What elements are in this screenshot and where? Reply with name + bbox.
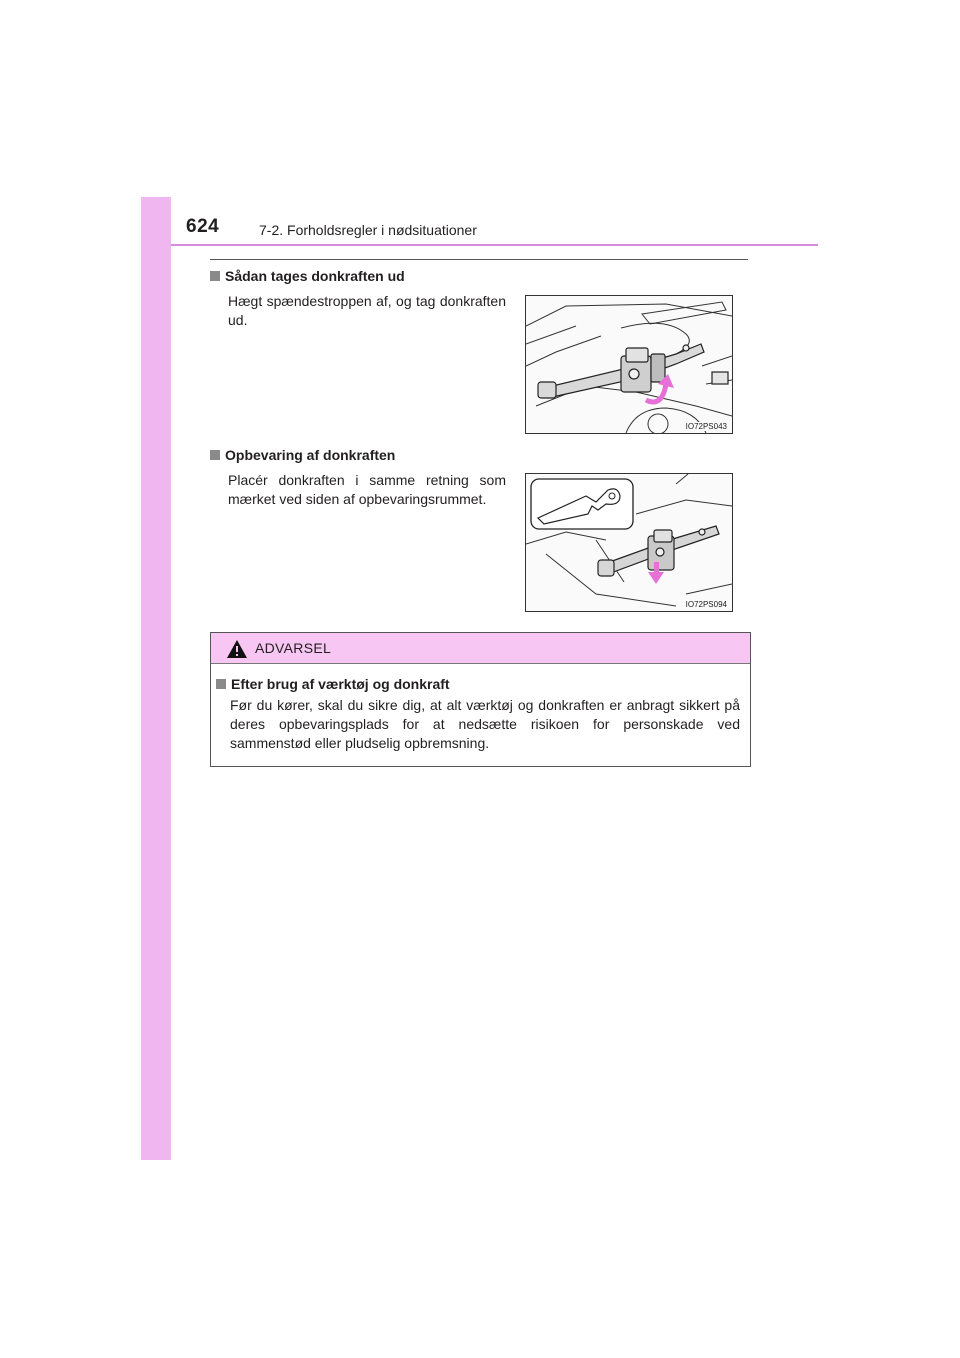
warning-label: ADVARSEL (255, 640, 332, 656)
subheading-text: Sådan tages donkraften ud (225, 268, 405, 284)
square-bullet-icon (210, 271, 220, 281)
paragraph-remove-jack: Hægt spændestroppen af, og tag donkraften ud. (228, 293, 506, 328)
square-bullet-icon (210, 450, 220, 460)
page-number: 624 (186, 216, 220, 237)
section-title: 7-2. Forholdsregler i nødsituationer (259, 222, 477, 238)
subheading-remove-jack (210, 268, 405, 284)
chapter-side-tab (141, 197, 171, 1160)
warning-text: Før du kører, skal du sikre dig, at alt værktøj og donkraften er anbragt sikkert på deres opbevaringsplads for at nedsætte risikoen for personskade ved sammenstød eller pludselig opbremsning. (230, 697, 740, 751)
subheading-store-jack (210, 447, 395, 463)
square-bullet-icon (216, 679, 226, 689)
paragraph-store-jack: Placér donkraften i samme retning som mærket ved siden af opbevaringsrummet. (228, 472, 506, 507)
figure-store-jack (525, 473, 733, 612)
figure-code: IO72PS043 (685, 422, 727, 431)
warning-header (211, 633, 750, 664)
figure-remove-jack (525, 295, 733, 434)
warning-subheading-text: Efter brug af værktøj og donkraft (231, 676, 450, 692)
figure-code: IO72PS094 (685, 600, 727, 609)
content-top-rule (210, 259, 748, 260)
subheading-text: Opbevaring af donkraften (225, 447, 396, 463)
warning-box (210, 632, 751, 767)
header-rule (171, 244, 818, 246)
warning-triangle-icon (226, 639, 248, 659)
jack-strap-illustration (526, 296, 732, 433)
jack-storage-illustration (526, 474, 732, 611)
warning-subheading (216, 676, 450, 692)
